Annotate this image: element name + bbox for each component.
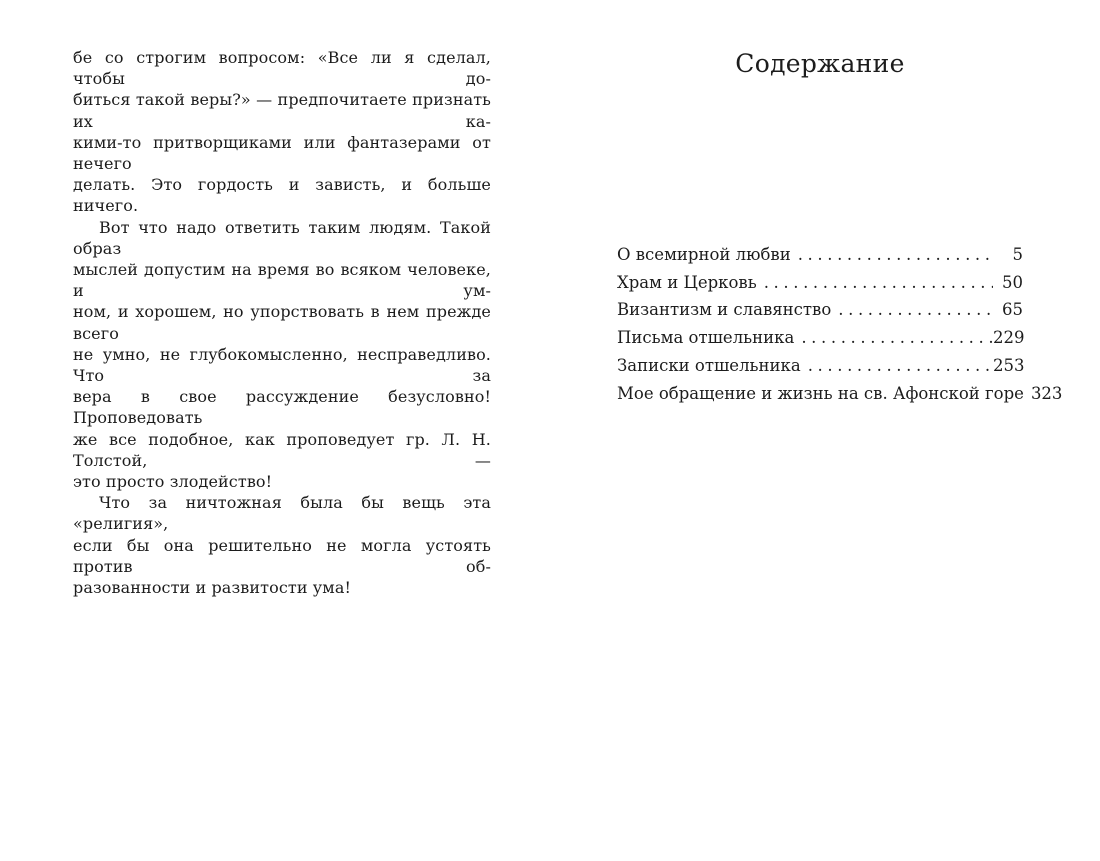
toc-row [617, 352, 1023, 380]
text-line: кими-то притворщиками или фантазерами от нечего [73, 132, 491, 174]
leader-dots [801, 324, 993, 352]
toc-row [617, 269, 1023, 297]
text-line: Вот что надо ответить таким людям. Такой образ [73, 217, 491, 258]
text-line: биться такой веры?» — предпочитаете признать их ка- [73, 90, 491, 131]
toc-entry-title: Византизм и славянство [617, 300, 832, 320]
text-line: же все подобное, как проповедует гр. Л. Н. Толстой, — [73, 429, 491, 470]
text-line: не умно, не глубокомысленно, несправедливо. Что за [73, 344, 491, 386]
text-line: делать. Это гордость и зависть, и больше ничего. [73, 175, 491, 216]
text-line: разованности и развитости ума! [73, 578, 352, 598]
toc-row [617, 296, 1023, 324]
leader-dots [838, 296, 993, 324]
toc-entry-title: Храм и Церковь [617, 272, 757, 292]
toc-page-number: 50 [1002, 272, 1023, 292]
text-line: бе со строгим вопросом: «Все ли я сделал, чтобы до- [73, 48, 491, 89]
text-line: мыслей допустим на время во всяком человеке, и ум- [73, 260, 491, 301]
left-page [73, 47, 491, 598]
toc-page-number: 229 [993, 328, 1025, 348]
toc-page-number: 323 [1030, 383, 1063, 403]
toc-heading: Содержание [735, 49, 905, 78]
toc-row [617, 380, 1063, 408]
leader-dots [808, 352, 993, 380]
leader-dots [764, 269, 993, 297]
toc-entry-title: О всемирной любви [617, 245, 791, 264]
toc-row [617, 241, 1023, 269]
table-of-contents [617, 241, 1063, 407]
toc-entry-title: Мое обращение и жизнь на св. Афонской горе [617, 383, 1024, 403]
text-line: если бы она решительно не могла устоять против об- [73, 535, 491, 576]
toc-entry-title: Письма отшельника [617, 328, 795, 348]
toc-page-number: 65 [1002, 300, 1023, 320]
text-line: это просто злодейство! [73, 472, 273, 492]
toc-row [617, 324, 1023, 352]
toc-page-number: 5 [1012, 245, 1023, 264]
toc-entry-title: Записки отшельника [617, 355, 801, 375]
leader-dots [798, 241, 993, 269]
text-line: вера в свое рассуждение безусловно! Проповедовать [73, 387, 491, 428]
toc-page-number: 253 [993, 355, 1025, 375]
right-page [617, 47, 1063, 407]
text-line: Что за ничтожная была бы вещь эта «религия», [73, 493, 491, 534]
text-line: ном, и хорошем, но упорствовать в нем прежде всего [73, 302, 491, 343]
